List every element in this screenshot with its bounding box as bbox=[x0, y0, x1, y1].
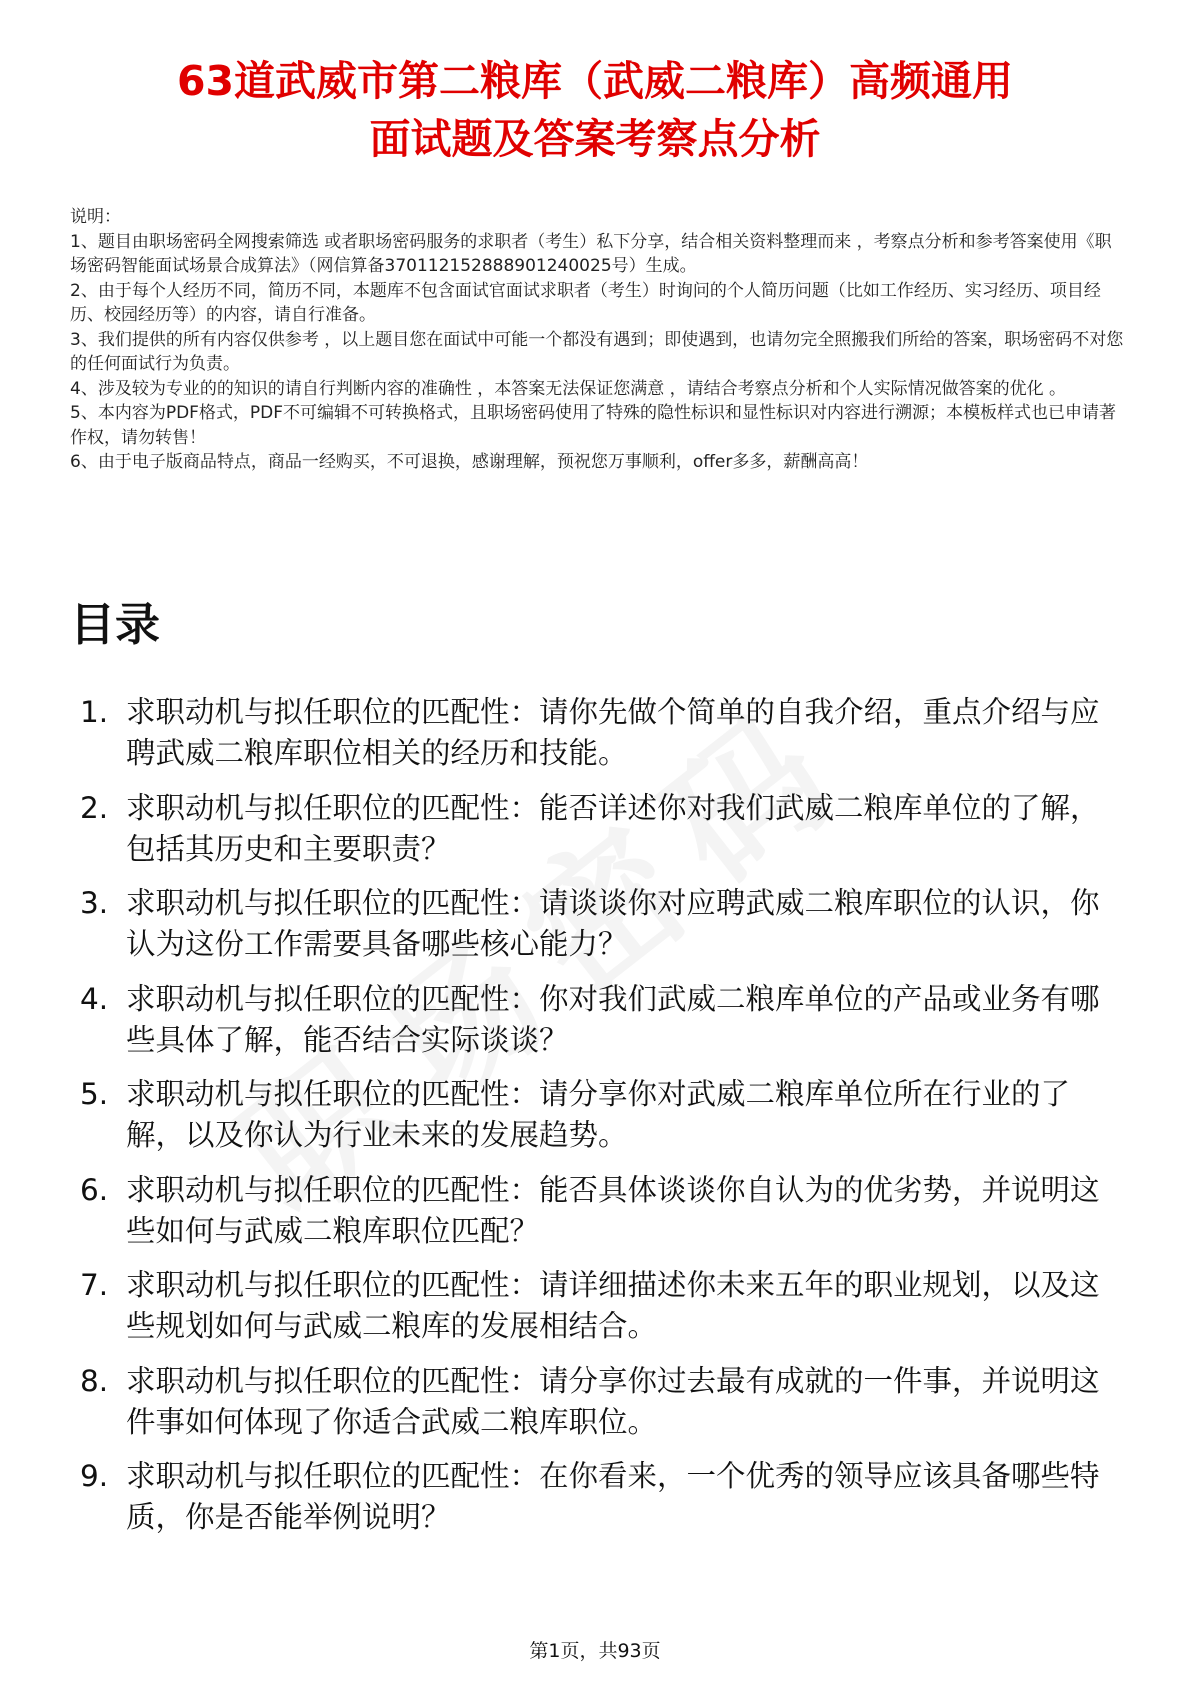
toc-item-number: 9. bbox=[80, 1459, 109, 1493]
toc-item[interactable] bbox=[70, 1265, 1128, 1361]
toc-heading: 目录 bbox=[70, 598, 161, 651]
toc-item[interactable] bbox=[70, 979, 1128, 1075]
toc-item-number: 2. bbox=[80, 790, 109, 825]
toc-item-text: 求职动机与拟任职位的匹配性：能否具体谈谈你自认为的优劣势，并说明这些如何与武威二粮库职位匹配？ bbox=[126, 1172, 1100, 1248]
toc-item-number: 6. bbox=[80, 1172, 109, 1207]
toc-item[interactable] bbox=[70, 788, 1128, 884]
title-line-1: 63道武威市第二粮库（武威二粮库）高频通用 bbox=[176, 57, 1014, 105]
toc-item-number: 8. bbox=[80, 1363, 109, 1398]
toc-item-number: 1. bbox=[80, 695, 109, 729]
toc-item-text: 求职动机与拟任职位的匹配性：请分享你对武威二粮库单位所在行业的了解，以及你认为行业未来的发展趋势。 bbox=[126, 1077, 1071, 1152]
note-item: 6、由于电子版商品特点，商品一经购买，不可退换，感谢理解，预祝您万事顺利，offer多多，薪酬高高！ bbox=[70, 452, 869, 472]
document-title bbox=[60, 52, 1130, 168]
toc-item-text: 求职动机与拟任职位的匹配性：在你看来，一个优秀的领导应该具备哪些特质，你是否能举例说明？ bbox=[126, 1459, 1100, 1534]
toc-item-text: 求职动机与拟任职位的匹配性：请分享你过去最有成就的一件事，并说明这件事如何体现了你适合武威二粮库职位。 bbox=[126, 1363, 1100, 1439]
toc-item-number: 4. bbox=[80, 981, 109, 1016]
table-of-contents bbox=[70, 692, 1128, 1552]
notes-label: 说明： bbox=[70, 207, 121, 227]
toc-item-number: 5. bbox=[80, 1077, 109, 1111]
toc-item[interactable] bbox=[70, 692, 1128, 788]
toc-item[interactable] bbox=[70, 1361, 1128, 1457]
toc-item[interactable] bbox=[70, 883, 1128, 979]
note-item: 2、由于每个人经历不同，简历不同，本题库不包含面试官面试求职者（考生）时询问的个人简历问题（比如工作经历、实习经历、项目经历、校园经历等）的内容，请自行准备。 bbox=[70, 280, 1101, 325]
toc-item-text: 求职动机与拟任职位的匹配性：你对我们武威二粮库单位的产品或业务有哪些具体了解，能否结合实际谈谈？ bbox=[126, 981, 1100, 1057]
toc-item-text: 求职动机与拟任职位的匹配性：能否详述你对我们武威二粮库单位的了解，包括其历史和主要职责？ bbox=[126, 790, 1100, 866]
page-footer: 第1页，共93页 bbox=[529, 1640, 661, 1662]
note-item: 3、我们提供的所有内容仅供参考 ，以上题目您在面试中可能一个都没有遇到；即使遇到，也请勿完全照搬我们所给的答案，职场密码不对您的任何面试行为负责。 bbox=[70, 329, 1124, 374]
toc-item-text: 求职动机与拟任职位的匹配性：请你先做个简单的自我介绍，重点介绍与应聘武威二粮库职位相关的经历和技能。 bbox=[126, 695, 1100, 770]
note-item: 4、涉及较为专业的的知识的请自行判断内容的准确性 ，本答案无法保证您满意 ，请结合考察点分析和个人实际情况做答案的优化 。 bbox=[70, 378, 1067, 399]
title-line-2: 面试题及答案考察点分析 bbox=[369, 115, 821, 163]
toc-item-text: 求职动机与拟任职位的匹配性：请谈谈你对应聘武威二粮库职位的认识，你认为这份工作需要具备哪些核心能力？ bbox=[126, 886, 1100, 961]
toc-item[interactable] bbox=[70, 1074, 1128, 1170]
toc-item-number: 3. bbox=[80, 886, 109, 920]
note-item: 5、本内容为PDF格式，PDF不可编辑不可转换格式，且职场密码使用了特殊的隐性标识和显性标识对内容进行溯源；本模板样式也已申请著作权，请勿转售！ bbox=[70, 403, 1117, 448]
toc-item[interactable] bbox=[70, 1456, 1128, 1552]
toc-item-number: 7. bbox=[80, 1268, 109, 1302]
notes-section bbox=[70, 205, 1128, 475]
toc-item[interactable] bbox=[70, 1170, 1128, 1266]
toc-item-text: 求职动机与拟任职位的匹配性：请详细描述你未来五年的职业规划，以及这些规划如何与武威二粮库的发展相结合。 bbox=[126, 1268, 1100, 1343]
note-item: 1、题目由职场密码全网搜索筛选 或者职场密码服务的求职者（考生）私下分享，结合相关资料整理而来 ，考察点分析和参考答案使用《职场密码智能面试场景合成算法》（网信算备370112152888901240025号）生成。 bbox=[70, 231, 1112, 276]
